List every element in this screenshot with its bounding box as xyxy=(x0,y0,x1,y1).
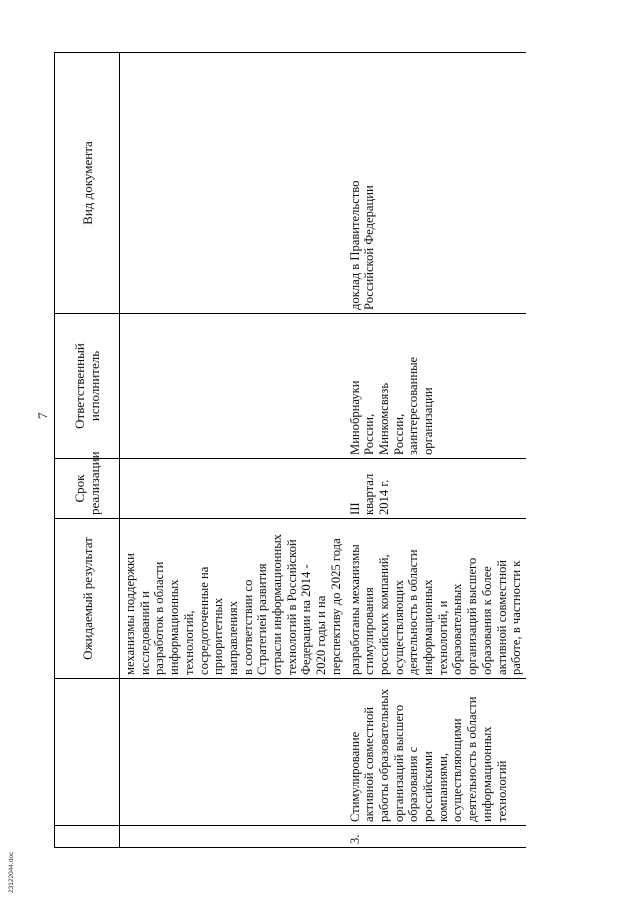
header-executor: Ответственный исполнитель xyxy=(55,314,120,459)
table-header-row xyxy=(55,53,120,848)
table-row xyxy=(346,53,526,848)
page-number: 7 xyxy=(35,412,50,419)
header-deadline: Срок реализации xyxy=(55,459,120,519)
cell-result-continuation: механизмы поддержки исследований и разработок в области информационных технологий, сосредоточенные на приоритетных направлениях в соответствии со Стратегией развития отрасли информационных технологий в Российской Федерации на 2014 - 2020 годы и на перспективу до 2025 года xyxy=(120,519,346,679)
cell-num: 3. xyxy=(346,826,526,848)
cell-doc-type: доклад в Правительство Российской Федерации xyxy=(346,53,526,314)
cell-num xyxy=(120,826,346,848)
action-plan-table xyxy=(54,52,526,848)
cell-measure xyxy=(120,679,346,826)
header-doc-type: Вид документа xyxy=(55,53,120,314)
cell-deadline: III квартал 2014 г. xyxy=(346,459,526,519)
table-row-continuation xyxy=(120,53,346,848)
cell-result: разработаны механизмы стимулирования российских компаний, осуществляющих деятельность в области информационных технологий, и образовательных организаций высшего образования к более активной совместной работе, в частности к xyxy=(346,519,526,679)
cell-executor: Минобрнауки России, Минкомсвязь России, заинтересованные организации xyxy=(346,314,526,459)
cell-measure: Стимулирование активной совместной работы образовательных организаций высшего образования с российскими компаниями, осуществляющими деятельность в области информационных технологий xyxy=(346,679,526,826)
cell-doc-type xyxy=(120,53,346,314)
header-num xyxy=(55,826,120,848)
cell-executor xyxy=(120,314,346,459)
header-expected-result: Ожидаемый результат xyxy=(55,519,120,679)
document-filename: 23122044.doc xyxy=(8,851,15,893)
cell-deadline xyxy=(120,459,346,519)
header-measure xyxy=(55,679,120,826)
rotated-table-container xyxy=(54,53,524,848)
